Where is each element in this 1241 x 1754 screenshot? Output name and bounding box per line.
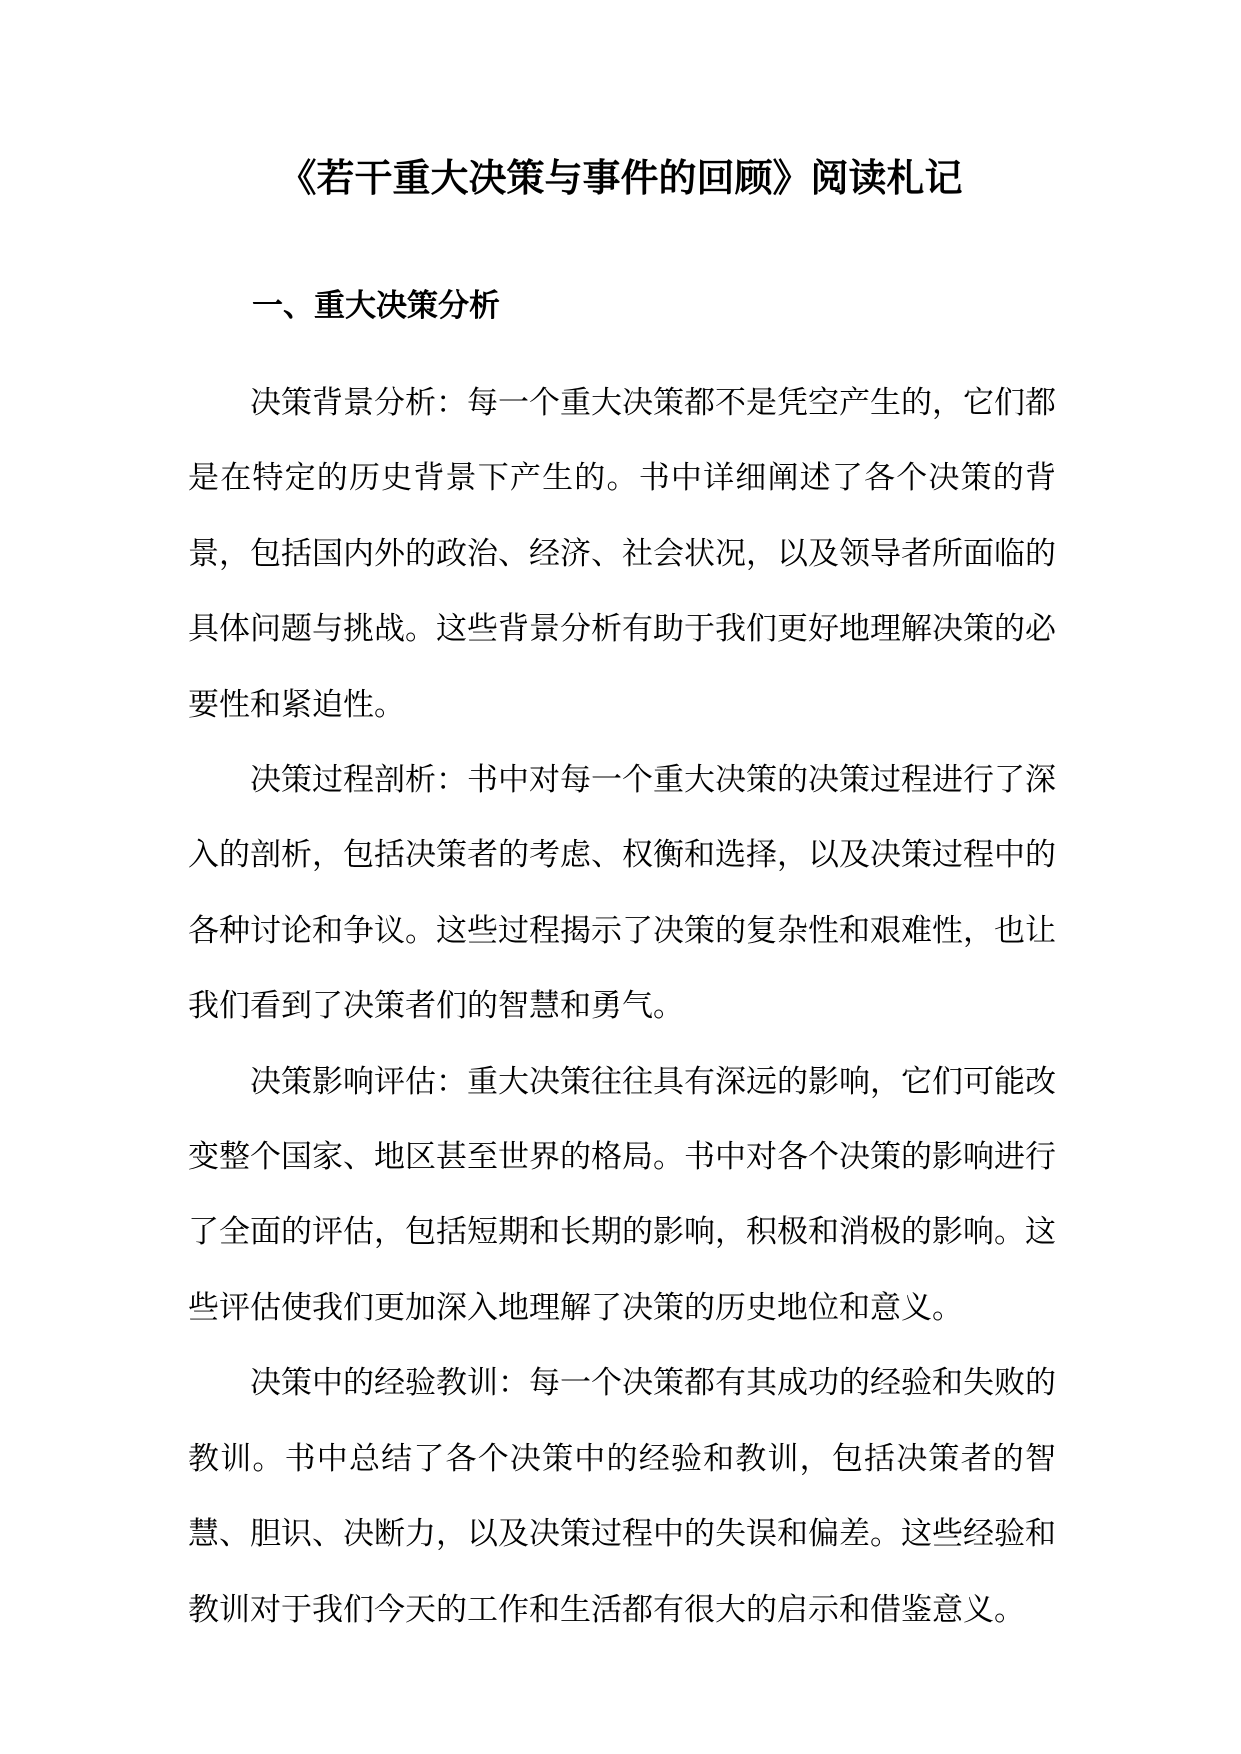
paragraph-decision-background: 决策背景分析：每一个重大决策都不是凭空产生的，它们都是在特定的历史背景下产生的。书中详细阐述了各个决策的背景，包括国内外的政治、经济、社会状况，以及领导者所面临的具体问题与挑战。这些背景分析有助于我们更好地理解决策的必要性和紧迫性。 xyxy=(188,385,1056,723)
paragraph-decision-process: 决策过程剖析：书中对每一个重大决策的决策过程进行了深入的剖析，包括决策者的考虑、权衡和选择，以及决策过程中的各种讨论和争议。这些过程揭示了决策的复杂性和艰难性，也让我们看到了决策者们的智慧和勇气。 xyxy=(188,762,1056,1025)
section-heading: 一、重大决策分析 xyxy=(252,288,500,324)
paragraph-decision-impact: 决策影响评估：重大决策往往具有深远的影响，它们可能改变整个国家、地区甚至世界的格局。书中对各个决策的影响进行了全面的评估，包括短期和长期的影响，积极和消极的影响。这些评估使我们更加深入地理解了决策的历史地位和意义。 xyxy=(188,1063,1056,1326)
document-title: 《若干重大决策与事件的回顾》阅读札记 xyxy=(278,156,963,200)
paragraph-decision-lessons: 决策中的经验教训：每一个决策都有其成功的经验和失败的教训。书中总结了各个决策中的经验和教训，包括决策者的智慧、胆识、决断力，以及决策过程中的失误和偏差。这些经验和教训对于我们今天的工作和生活都有很大的启示和借鉴意义。 xyxy=(188,1365,1056,1628)
document-body xyxy=(188,366,1056,1648)
